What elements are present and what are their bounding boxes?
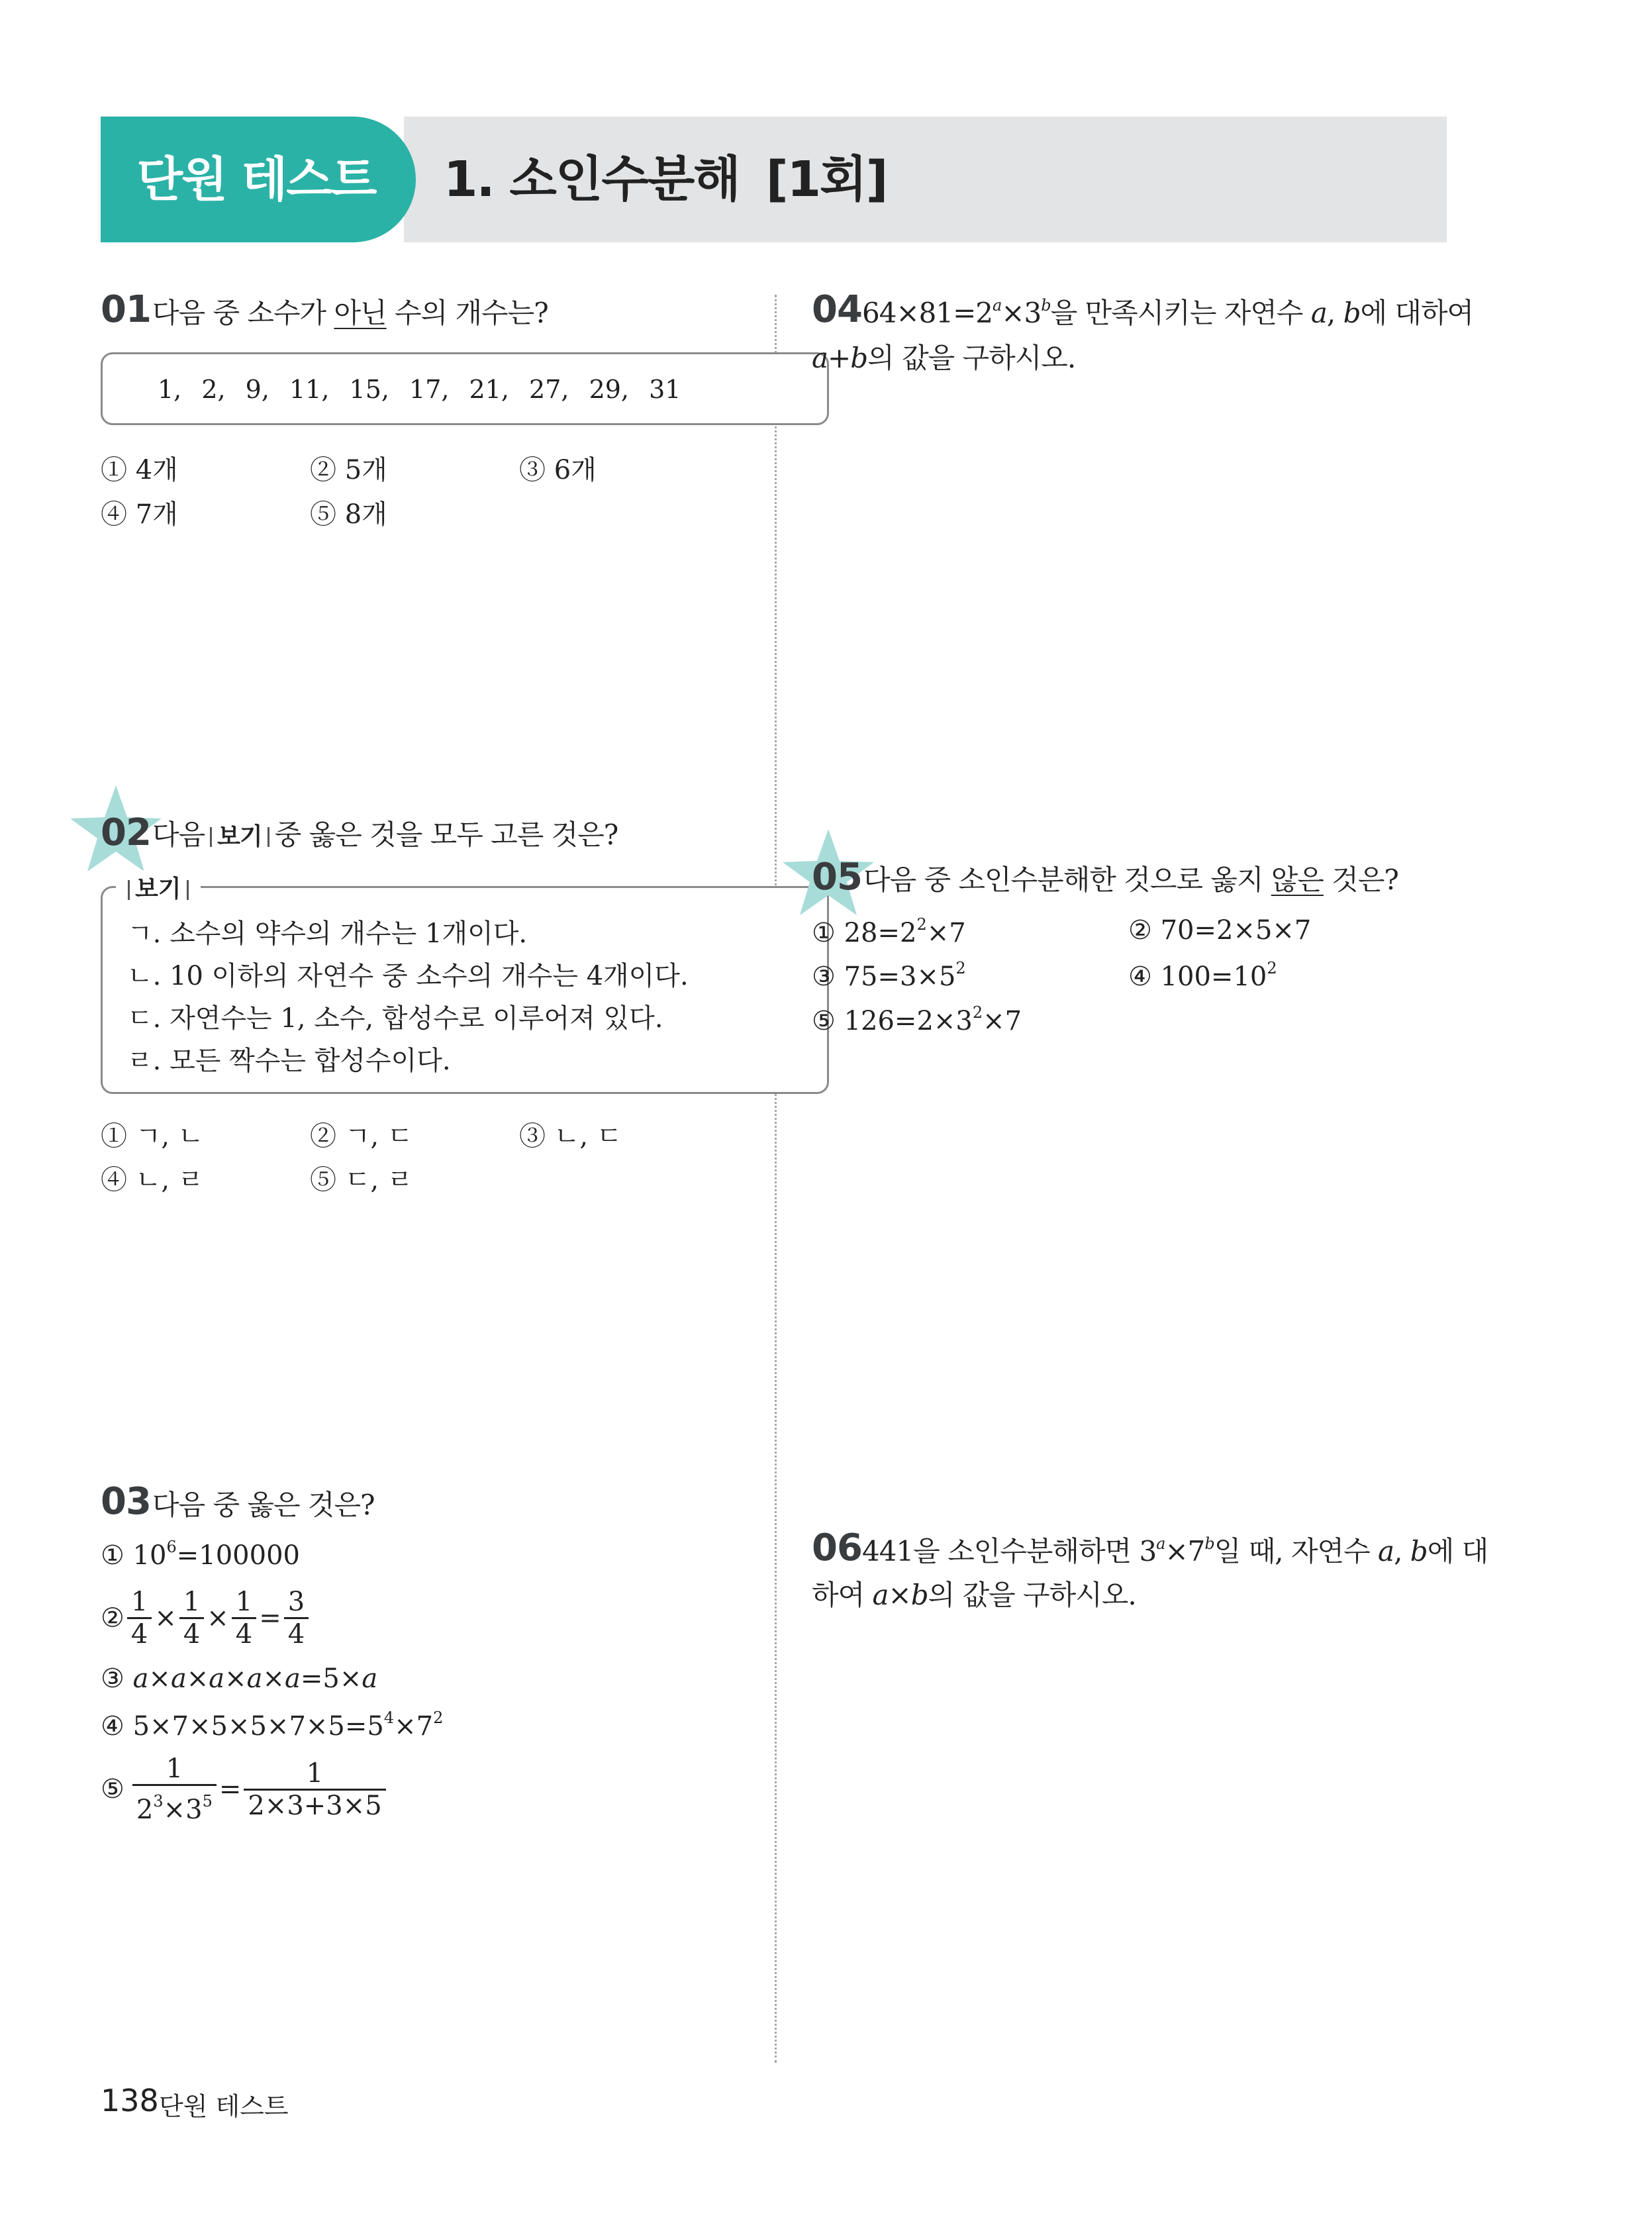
q06-l2-times: × [888, 1579, 911, 1611]
question-04-line2 [812, 336, 1075, 376]
q06-text-pre: 441을 소인수분해하면 3 [862, 1535, 1157, 1567]
denominator: 4 [179, 1617, 204, 1650]
fraction [179, 1587, 204, 1650]
q03-o2-label: ② [101, 1603, 124, 1634]
denominator [132, 1784, 217, 1825]
q04-exp-a: a [993, 296, 1002, 315]
q06-var-a: a [1378, 1535, 1394, 1567]
q05-o4-pre: 100=10 [1160, 962, 1267, 992]
footer-label: 단원 테스트 [159, 2092, 289, 2121]
question-06-line2 [812, 1573, 1136, 1613]
q05-o3-pre: 75=3×5 [844, 962, 956, 992]
times-sign: × [154, 1603, 177, 1634]
question-number-04: 04 [812, 288, 862, 331]
fraction [284, 1587, 309, 1650]
denominator: 4 [127, 1617, 152, 1650]
q01-text-underlined: 아닌 [334, 297, 387, 329]
q05-o5-pre: 126=2×3 [844, 1006, 973, 1036]
q02-option-1[interactable]: ① ㄱ, ㄴ [101, 1121, 204, 1152]
question-05-text [863, 858, 1398, 898]
page-number: 138 [101, 2083, 159, 2118]
q04-l2-plus: + [828, 342, 851, 374]
den-mid: ×3 [163, 1795, 203, 1825]
q04-comma: , [1326, 297, 1343, 329]
q04-l2-b: b [850, 342, 868, 374]
q06-mid: ×7 [1165, 1535, 1205, 1567]
numerator: 1 [166, 1754, 183, 1784]
q03-o1-label: ① [101, 1540, 124, 1571]
page-title [444, 117, 887, 242]
denominator: 4 [232, 1617, 256, 1650]
q06-l2-text: 의 값을 구하시오. [928, 1579, 1136, 1611]
bracket-mark [187, 880, 189, 900]
q04-expr: 64×81=2 [862, 297, 993, 329]
q03-o3-var: a [362, 1663, 378, 1694]
q05-o3-label: ③ [812, 962, 836, 992]
times-sign: × [207, 1603, 229, 1634]
q01-option-3[interactable]: ③ 6개 [519, 455, 597, 485]
question-02-text [152, 813, 618, 853]
q05-option-5[interactable] [812, 1003, 1022, 1036]
question-number-02: 02 [101, 811, 151, 854]
bogi-label-text: 보기 [135, 875, 181, 903]
fraction [132, 1754, 217, 1825]
fraction [232, 1587, 256, 1650]
q06-l2-b: b [910, 1579, 928, 1611]
q03-o4-lhs: 5×7×5×5×7×5=5 [132, 1711, 384, 1742]
q05-o5-exp: 2 [972, 1003, 983, 1022]
q05-o1-post: ×7 [926, 918, 966, 948]
bogi-item-2: ㄴ. 10 이하의 자연수 중 소수의 개수는 4개이다. [127, 961, 689, 991]
q06-exp-b: b [1204, 1534, 1214, 1553]
q06-text: 일 때, 자연수 [1214, 1535, 1379, 1567]
q05-option-1[interactable] [812, 915, 966, 948]
q01-text-pre: 다음 중 소수가 [152, 297, 334, 329]
q03-o1-rest: =100000 [176, 1540, 300, 1571]
q06-l2-a: a [872, 1579, 889, 1611]
q03-o4-label: ④ [101, 1711, 124, 1742]
question-03-text: 다음 중 옳은 것은? [152, 1489, 375, 1521]
q01-option-2[interactable]: ② 5개 [310, 455, 387, 485]
numerator: 1 [130, 1587, 148, 1617]
q05-o1-pre: 28=2 [844, 918, 917, 948]
den-exp1: 3 [153, 1792, 164, 1810]
round-label: [1회] [765, 151, 887, 208]
q05-option-3[interactable] [812, 959, 966, 992]
question-number-03: 03 [101, 1480, 151, 1523]
q02-text-post: 중 옳은 것을 모두 고른 것은? [274, 818, 618, 851]
q02-text-pre: 다음 [152, 818, 205, 851]
q03-o3-label: ③ [101, 1663, 124, 1694]
q05-o2-text: 70=2×5×7 [1160, 915, 1312, 946]
numerator: 1 [183, 1587, 201, 1617]
equals-sign: = [219, 1774, 242, 1805]
q03-option-5[interactable] [101, 1754, 389, 1825]
q06-text-end: 에 대 [1427, 1535, 1488, 1567]
q05-o2-label: ② [1128, 915, 1152, 946]
q02-option-4[interactable]: ④ ㄴ, ㄹ [101, 1165, 204, 1195]
q01-option-4[interactable]: ④ 7개 [101, 499, 178, 530]
den-pre: 2 [136, 1795, 154, 1825]
q05-o1-label: ① [812, 918, 836, 948]
q01-text-post: 수의 개수는? [386, 297, 548, 329]
bracket-mark [210, 827, 212, 847]
bogi-item-4: ㄹ. 모든 짝수는 합성수이다. [127, 1046, 451, 1076]
title-text: 1. 소인수분해 [444, 151, 740, 208]
q03-option-1[interactable] [101, 1538, 300, 1571]
q04-mid: ×3 [1001, 297, 1042, 329]
q05-text-post: 것은? [1323, 864, 1398, 896]
q04-exp-b: b [1041, 296, 1051, 315]
q05-o5-post: ×7 [983, 1006, 1022, 1036]
question-number-05: 05 [812, 856, 862, 899]
den-exp2: 5 [202, 1792, 213, 1810]
q03-option-4[interactable] [101, 1709, 443, 1742]
bracket-mark [128, 880, 130, 900]
numerator: 1 [235, 1587, 253, 1617]
q06-comma: , [1394, 1535, 1410, 1567]
header-tab-label: 단원 테스트 [136, 152, 376, 207]
q05-o1-exp: 2 [916, 915, 927, 934]
column-divider [775, 295, 777, 2063]
q05-text-underlined: 않은 [1271, 864, 1324, 896]
q04-text-end: 에 대하여 [1360, 297, 1474, 329]
q05-o5-label: ⑤ [812, 1006, 836, 1036]
q04-var-b: b [1343, 297, 1361, 329]
q03-o1-base: 10 [132, 1540, 167, 1571]
q02-option-5[interactable]: ⑤ ㄷ, ㄹ [310, 1165, 413, 1195]
denominator: 4 [284, 1617, 309, 1650]
q01-option-1[interactable]: ① 4개 [101, 455, 178, 485]
q03-option-3[interactable] [101, 1663, 377, 1694]
denominator: 2×3+3×5 [244, 1789, 385, 1821]
question-number-01: 01 [101, 288, 151, 331]
q05-o4-label: ④ [1128, 962, 1152, 992]
q03-o3-rhs: =5× [300, 1663, 362, 1694]
q04-l2-text: 의 값을 구하시오. [867, 342, 1076, 374]
q03-o3-lhs: a×a×a×a×a [132, 1663, 301, 1694]
q04-text: 을 만족시키는 자연수 [1050, 297, 1311, 329]
q05-option-4[interactable] [1128, 959, 1277, 992]
q05-o4-exp: 2 [1267, 959, 1277, 977]
bracket-mark [267, 827, 269, 847]
question-06-line1 [862, 1530, 1488, 1569]
q04-var-a: a [1310, 297, 1327, 329]
q03-o4-exp2: 2 [433, 1709, 444, 1727]
q01-option-5[interactable]: ⑤ 8개 [310, 499, 387, 530]
q06-var-b: b [1410, 1535, 1428, 1567]
question-04-line1 [862, 291, 1473, 331]
equals-sign: = [259, 1603, 281, 1634]
q03-o4-exp1: 4 [383, 1709, 395, 1727]
bogi-item-1: ㄱ. 소수의 약수의 개수는 1개이다. [127, 918, 528, 949]
q05-o3-exp: 2 [955, 959, 966, 977]
q04-l2-a: a [812, 342, 828, 374]
q03-o4-mid: ×7 [394, 1711, 434, 1742]
bogi-label [116, 870, 201, 904]
numerator: 1 [306, 1758, 324, 1789]
q01-number-sequence: 1, 2, 9, 11, 15, 17, 21, 27, 29, 31 [158, 375, 681, 404]
q03-o1-exp: 6 [166, 1538, 177, 1556]
q03-option-2[interactable] [101, 1587, 311, 1650]
fraction [244, 1758, 385, 1821]
q02-bogi-inline: 보기 [217, 823, 262, 850]
bogi-item-3: ㄷ. 자연수는 1, 소수, 합성수로 이루어져 있다. [127, 1003, 663, 1034]
question-01-text [152, 291, 548, 331]
q03-o5-label: ⑤ [101, 1774, 124, 1805]
fraction [127, 1587, 152, 1650]
numerator: 3 [287, 1587, 305, 1617]
q05-option-2[interactable] [1128, 915, 1311, 946]
q02-option-3[interactable]: ③ ㄴ, ㄷ [519, 1121, 622, 1152]
question-number-06: 06 [812, 1526, 862, 1569]
q05-text-pre: 다음 중 소인수분해한 것으로 옳지 [863, 864, 1271, 896]
q06-exp-a: a [1156, 1534, 1165, 1553]
q06-l2-pre: 하여 [812, 1579, 873, 1611]
q02-option-2[interactable]: ② ㄱ, ㄷ [310, 1121, 413, 1152]
